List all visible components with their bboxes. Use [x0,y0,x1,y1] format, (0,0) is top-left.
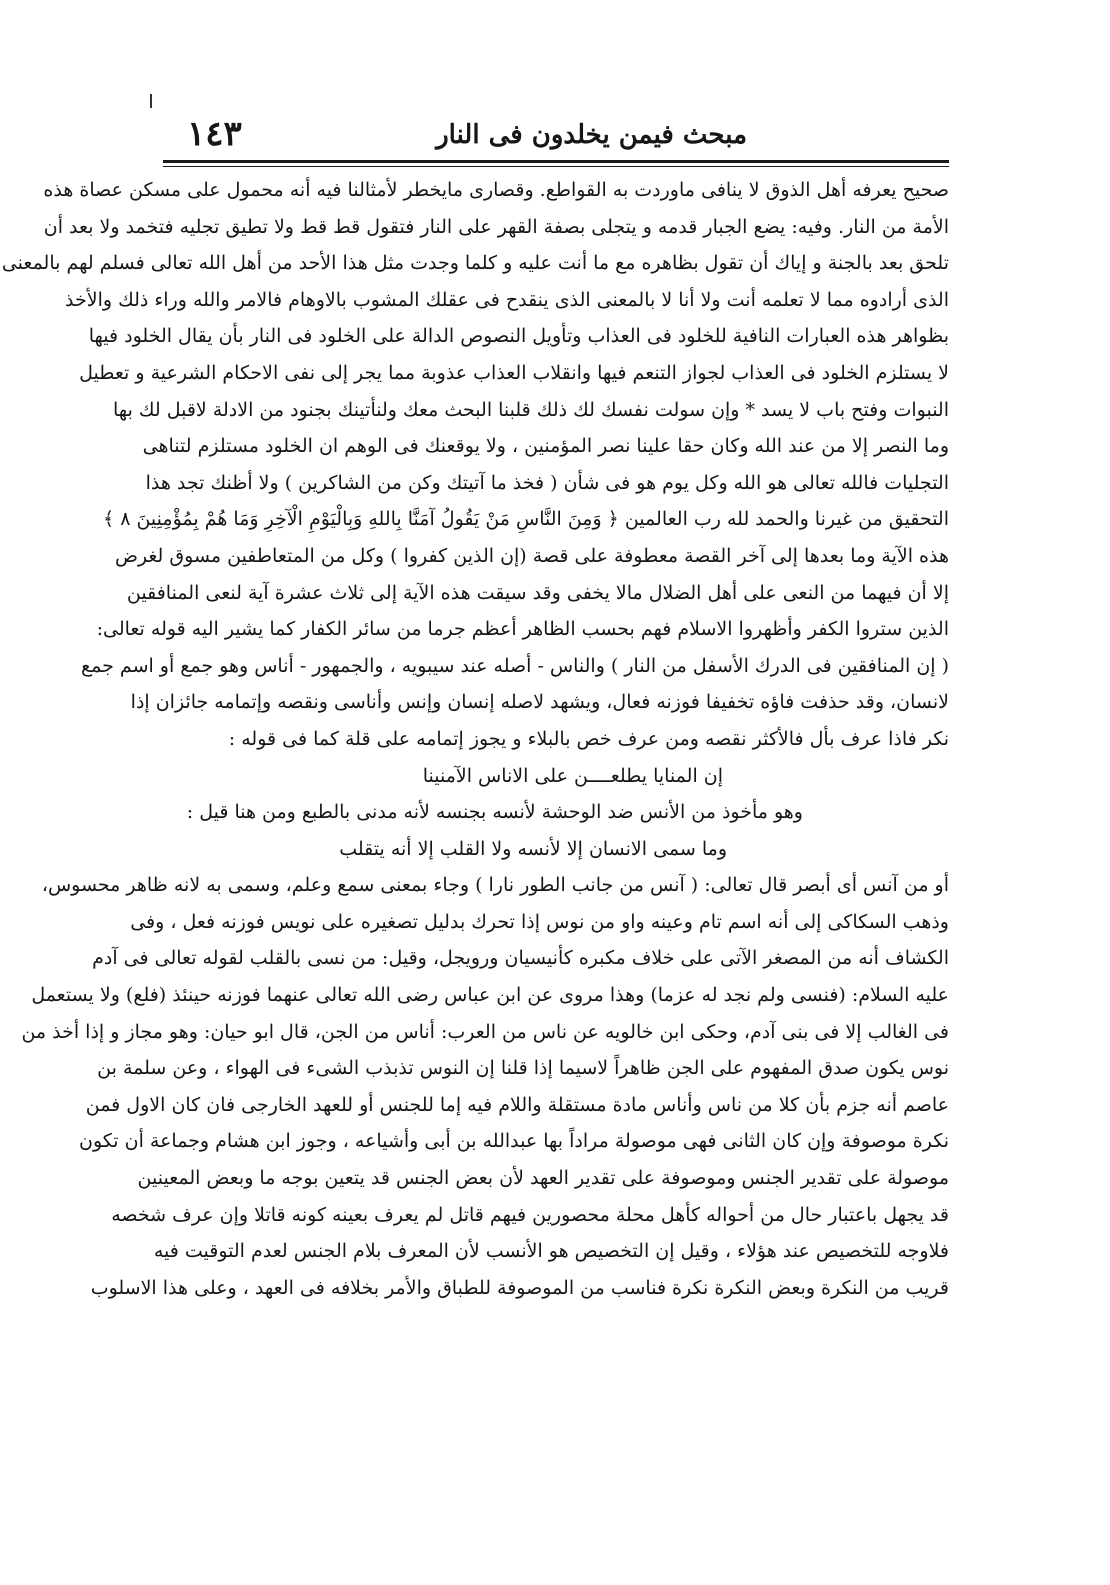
text-line: الذين ستروا الكفر وأظهروا الاسلام فهم بحسب الظاهر أعظم جرما من سائر الكفار كما يشير اليه قوله تعالى: [96,618,949,641]
page-header [165,112,947,164]
text-line: هذه الآية وما بعدها إلى آخر القصة معطوفة على قصة (إن الذين كفروا ) وكل من المتعاطفين مسوق لغرض [114,544,949,567]
text-line: عليه السلام: (فنسى ولم نجد له عزما) وهذا مروى عن ابن عباس رضى الله تعالى عنهما فوزنه حينئذ (فلع) ولا يستعمل [31,984,949,1007]
text-line: بظواهر هذه العبارات النافية للخلود فى العذاب وتأويل النصوص الدالة على الخلود فى النار بأن يقال الخلود فيها [88,325,949,348]
text-line: ( إن المنافقين فى الدرك الأسفل من النار ) والناس - أصله عند سيبويه ، والجمهور - أناس وهو جمع أو اسم جمع [81,654,949,677]
text-line: أو من آنس أى أبصر قال تعالى: ( آنس من جانب الطور نارا ) وجاء بمعنى سمع وعلم، وسمى به لانه ظاهر محسوس، [41,874,949,897]
text-line: الأمة من النار. وفيه: يضع الجبار قدمه و يتجلى بصفة القهر على النار فتقول قط قط ولا تطيق تجليه فتخمد ولا بعد أن [43,215,949,238]
text-line: تلحق بعد بالجنة و إياك أن تقول بظاهره مع ما أنت عليه و كلما وجدت مثل هذا الأحد من أهل الله تعالى فسلم لهم بالمعنى [1,252,949,275]
page-title: مبحث فيمن يخلدون فى النار [436,120,747,150]
margin-mark [150,94,152,108]
text-line: التجليات فالله تعالى هو الله وكل يوم هو فى شأن ( فخذ ما آتيتك وكن من الشاكرين ) ولا أظنك تجد هذا [145,471,949,494]
text-line: وهو مأخوذ من الأنس ضد الوحشة لأنسه بجنسه لأنه مدنى بالطبع ومن هنا قيل : [186,801,803,824]
text-line: قريب من النكرة وبعض النكرة نكرة فناسب من الموصوفة للطباق والأمر بخلافه فى العهد ، وعلى هذا الاسلوب [90,1276,949,1299]
text-line: قد يجهل باعتبار حال من أحواله كأهل محلة محصورين فيهم قاتل لم يعرف بعينه كونه قاتلا وإن عرف شخصه [111,1203,949,1226]
text-line: فى الغالب إلا فى بنى آدم، وحكى ابن خالويه عن ناس من العرب: أناس من الجن، قال ابو حيان: وهو مجاز و إذا أخذ من [21,1020,949,1043]
text-line: صحيح يعرفه أهل الذوق لا ينافى ماوردت به القواطع. وقصارى مايخطر لأمثالنا فيه أنه محمول على مسكن عصاة هذه [43,179,949,201]
text-line: وما النصر إلا من عند الله وكان حقا علينا نصر المؤمنين ، ولا يوقعنك فى الوهم ان الخلود مستلزم لتناهى [142,435,949,458]
poetry-verse: إن المنايا يطلعــــن على الاناس الآمنينا [422,764,723,787]
text-line: نكرة موصوفة وإن كان الثانى فهى موصولة مراداً بها عبدالله بن أبى وأشياعه ، وجوز ابن هشام وجماعة أن تكون [79,1130,949,1153]
text-line: الكشاف أنه من المصغر الآتى على خلاف مكبره كأنيسيان ورويجل، وقيل: من نسى بالقلب لقوله تعالى فى آدم [92,947,949,970]
text-line: نوس يكون صدق المفهوم على الجن ظاهراً لاسيما إذا قلنا إن النوس تذبذب الشىء فى الهواء ، وعن سلمة بن [97,1057,949,1080]
text-line: الذى أرادوه مما لا تعلمه أنت ولا أنا لا بالمعنى الذى ينقدح فى عقلك المشوب بالاوهام فالامر والله وراء ذلك والأخذ [65,288,949,311]
text-line: لانسان، وقد حذفت فاؤه تخفيفا فوزنه فعال، ويشهد لاصله إنسان وإنس وأناسى ونقصه وإتمامه جائزان إذا [130,691,949,714]
text-line: لا يستلزم الخلود فى العذاب لجواز التنعم فيها وانقلاب العذاب عذوبة مما يجر إلى نفى الاحكام الشرعية و تعطيل [79,361,949,384]
header-rule-thin [163,166,949,167]
poetry-verse: وما سمى الانسان إلا لأنسه ولا القلب إلا أنه يتقلب [339,837,727,860]
header-rule-thick [163,160,949,163]
text-line: إلا أن فيهما من النعى على أهل الضلال مالا يخفى وقد سيقت هذه الآية إلى ثلاث عشرة آية لنعى المنافقين [126,581,949,604]
text-line: فلاوجه للتخصيص عند هؤلاء ، وقيل إن التخصيص هو الأنسب لأن المعرف بلام الجنس لعدم التوقيت فيه [153,1240,949,1263]
text-line: نكر فاذا عرف بأل فالأكثر نقصه ومن عرف خص بالبلاء و يجوز إتمامه على قلة كما فى قوله : [228,727,949,750]
quran-verse-line: التحقيق من غيرنا والحمد لله رب العالمين ﴿ وَمِنَ النَّاسِ مَنْ يَقُولُ آمَنَّا بِاللهِ وَبِالْيَوْمِ الْآخِرِ وَمَا هُمْ بِمُؤْمِنِينَ ٨ ﴾ [103,508,949,531]
page-number: ١٤٣ [187,114,242,154]
body-text [1,172,949,1306]
text-line: وذهب السكاكى إلى أنه اسم تام وعينه واو من نوس إذا تحرك بدليل تصغيره على نويس فوزنه فعل ، وفى [130,910,949,933]
text-line: عاصم أنه جزم بأن كلا من ناس وأناس مادة مستقلة واللام فيه إما للجنس أو للعهد الخارجى فان كان الاول فمن [85,1093,949,1116]
text-line: النبوات وفتح باب لا يسد * وإن سولت نفسك لك ذلك قلبنا البحث معك ولنأتينك بجنود من الادلة لاقبل لك بها [113,398,949,421]
text-line: موصولة على تقدير الجنس وموصوفة على تقدير العهد لأن بعض الجنس قد يتعين بوجه ما وبعض المعينين [137,1167,949,1190]
